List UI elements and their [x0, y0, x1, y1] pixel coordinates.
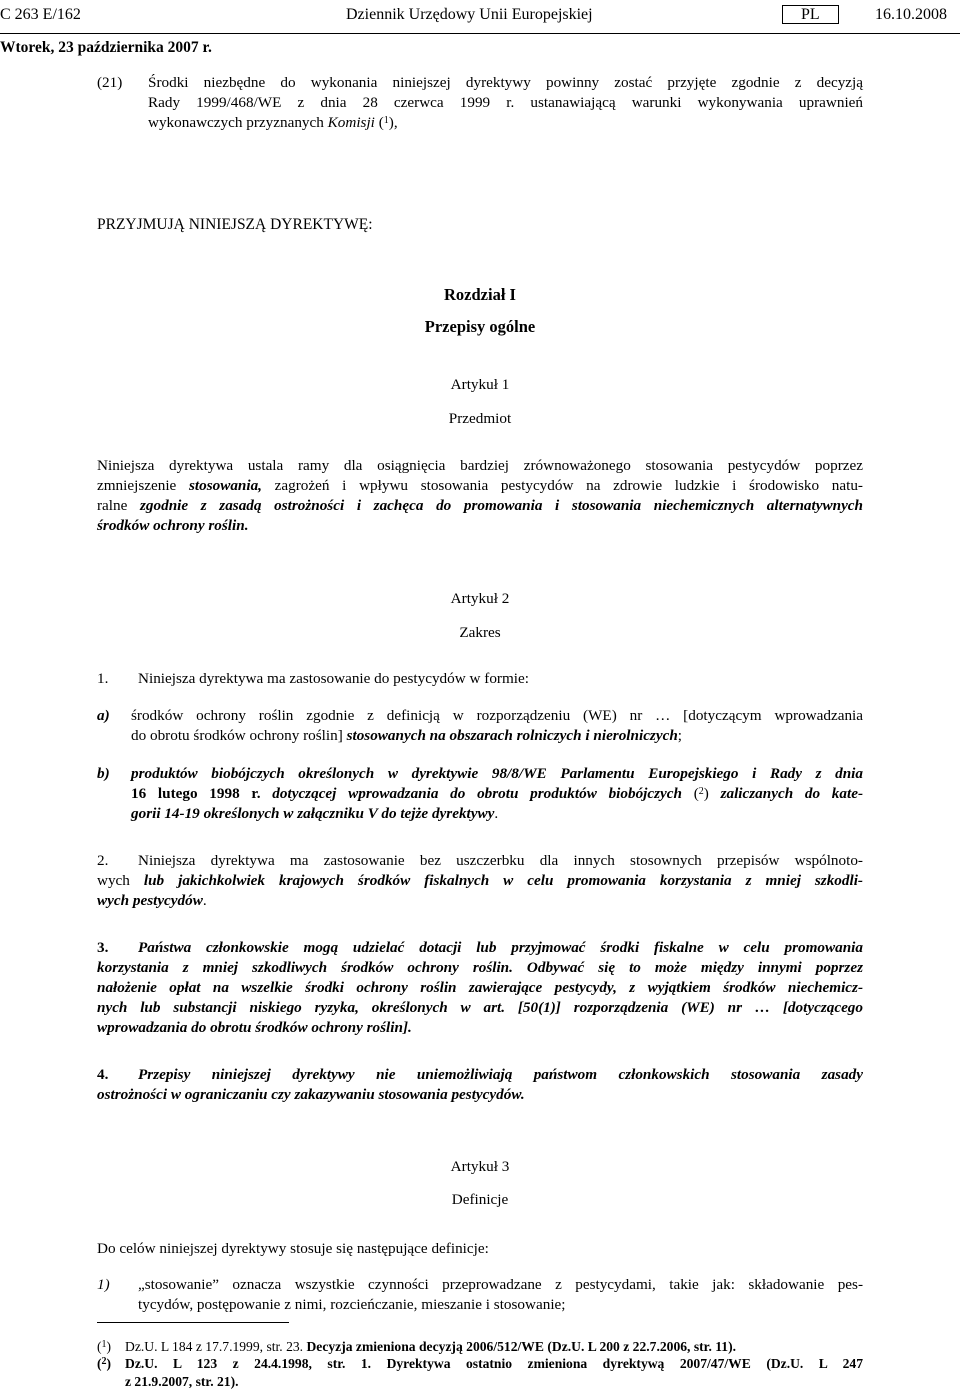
article-1-text: Niniejsza dyrektywa ustala ramy dla osiągnięcia bardziej zrównoważonego stosowania pestycydów poprzez zmniejszenie stosowania, zagrożeń i wpływu stosowania pestycydów na zdrowie ludzkie i środowisko natu- ralne zgodnie z zasadą ostrożności i zachęca do promowania i stosowania niechemicznych alternatywnych środków ochrony roślin. — [97, 457, 863, 534]
footnote-rule — [97, 1322, 289, 1323]
paragraph-number: 2. — [97, 852, 109, 869]
adoption-formula: PRZYJMUJĄ NINIEJSZĄ DYREKTYWĘ: — [97, 216, 373, 233]
footnote-1-mark: ($^1$) — [97, 1339, 112, 1354]
point-b-text: produktów biobójczych określonych w dyrektywie 98/8/WE Parlamentu Europejskiego i Rady z dnia 16 lutego 1998 r. dotyczącej wprowadzania do obrotu produktów biobójczych ($^2$) zaliczanych do kate- gorii 14-19 określonych w załączniku V do tejże dyrektywy. — [131, 765, 863, 822]
page-reference: C 263 E/162 — [0, 6, 81, 23]
sitting-date: Wtorek, 23 października 2007 r. — [0, 39, 212, 56]
point-label: b) — [97, 765, 110, 782]
point-label: a) — [97, 707, 110, 724]
article-1-subtitle: Przedmiot — [448, 410, 512, 427]
article-2-title: Artykuł 2 — [450, 590, 510, 607]
language-code: PL — [782, 4, 839, 26]
paragraph-number: 4. — [97, 1066, 109, 1083]
paragraph-4-text: Przepisy niniejszej dyrektywy nie uniemożliwiają państwom członkowskich stosowania zasady ostrożności w ograniczaniu czy zakazywaniu stosowania pestycydów. — [97, 1066, 863, 1103]
footnote-2-text: Dz.U. L 123 z 24.4.1998, str. 1. Dyrektywa ostatnio zmieniona dyrektywą 2007/47/WE (Dz.U. L 247 z 21.9.2007, str. 21). — [125, 1356, 863, 1389]
header-rule — [0, 33, 960, 34]
article-3-title: Artykuł 3 — [450, 1158, 510, 1175]
chapter-title: Rozdział I — [444, 285, 516, 304]
paragraph-text: Niniejsza dyrektywa ma zastosowanie do pestycydów w formie: — [138, 670, 529, 687]
point-a-text: środków ochrony roślin zgodnie z definicją w rozporządzeniu (WE) nr … [dotyczącym wprowadzania do obrotu środków ochrony roślin] stosowanych na obszarach rolniczych i nierolniczych; — [131, 707, 863, 744]
footnote-1-text: Dz.U. L 184 z 17.7.1999, str. 23. Decyzja zmieniona decyzją 2006/512/WE (Dz.U. L 200 z 22.7.2006, str. 11). — [125, 1339, 737, 1354]
recital-number: (21) — [97, 74, 123, 91]
paragraph-3-text: Państwa członkowskie mogą udzielać dotacji lub przyjmować środki fiskalne w celu promowania korzystania z mniej szkodliwych środków ochrony roślin. Odbywać się to może między innymi poprzez nałożenie opłat na wszelkie środki ochrony roślin zawierające pestycydy, z wyjątkiem środków niechemicz- nych lub substancji niskiego ryzyka, określonych w art. [50(1)] rozporządzenia (WE) nr … [dotyczącego wprowadzania do obrotu środków ochrony roślin]. — [97, 939, 863, 1036]
publication-date: 16.10.2008 — [875, 6, 947, 23]
article-3-intro: Do celów niniejszej dyrektywy stosuje się następujące definicje: — [97, 1240, 489, 1257]
recital-text: Środki niezbędne do wykonania niniejszej dyrektywy powinny zostać przyjęte zgodnie z decyzją Rady 1999/468/WE z dnia 28 czerwca 1999 r. ustanawiającą warunki wykonywania uprawnień wykonawczych przyznanych Komisji ($^1$), — [148, 74, 863, 131]
paragraph-2-text: Niniejsza dyrektywa ma zastosowanie bez uszczerbku dla innych stosownych przepisów wspólnoto- wych lub jakichkolwiek krajowych środków fiskalnych w celu promowania korzystania z mniej szkodli- wych pestycydów. — [97, 852, 863, 909]
chapter-subtitle: Przepisy ogólne — [424, 317, 536, 336]
definition-1-text: „stosowanie” oznacza wszystkie czynności przeprowadzane z pestycydami, takie jak: składowanie pes- tycydów, postępowanie z nimi, rozcieńczanie, mieszanie i stosowanie; — [138, 1276, 863, 1313]
paragraph-number: 1. — [97, 670, 109, 687]
article-1-title: Artykuł 1 — [450, 376, 510, 393]
journal-title: Dziennik Urzędowy Unii Europejskiej — [346, 6, 593, 23]
footnote-2-mark: ($^2$) — [97, 1356, 112, 1371]
article-2-subtitle: Zakres — [459, 624, 501, 641]
article-3-subtitle: Definicje — [451, 1191, 509, 1208]
paragraph-number: 3. — [97, 939, 109, 956]
definition-label: 1) — [97, 1276, 110, 1293]
